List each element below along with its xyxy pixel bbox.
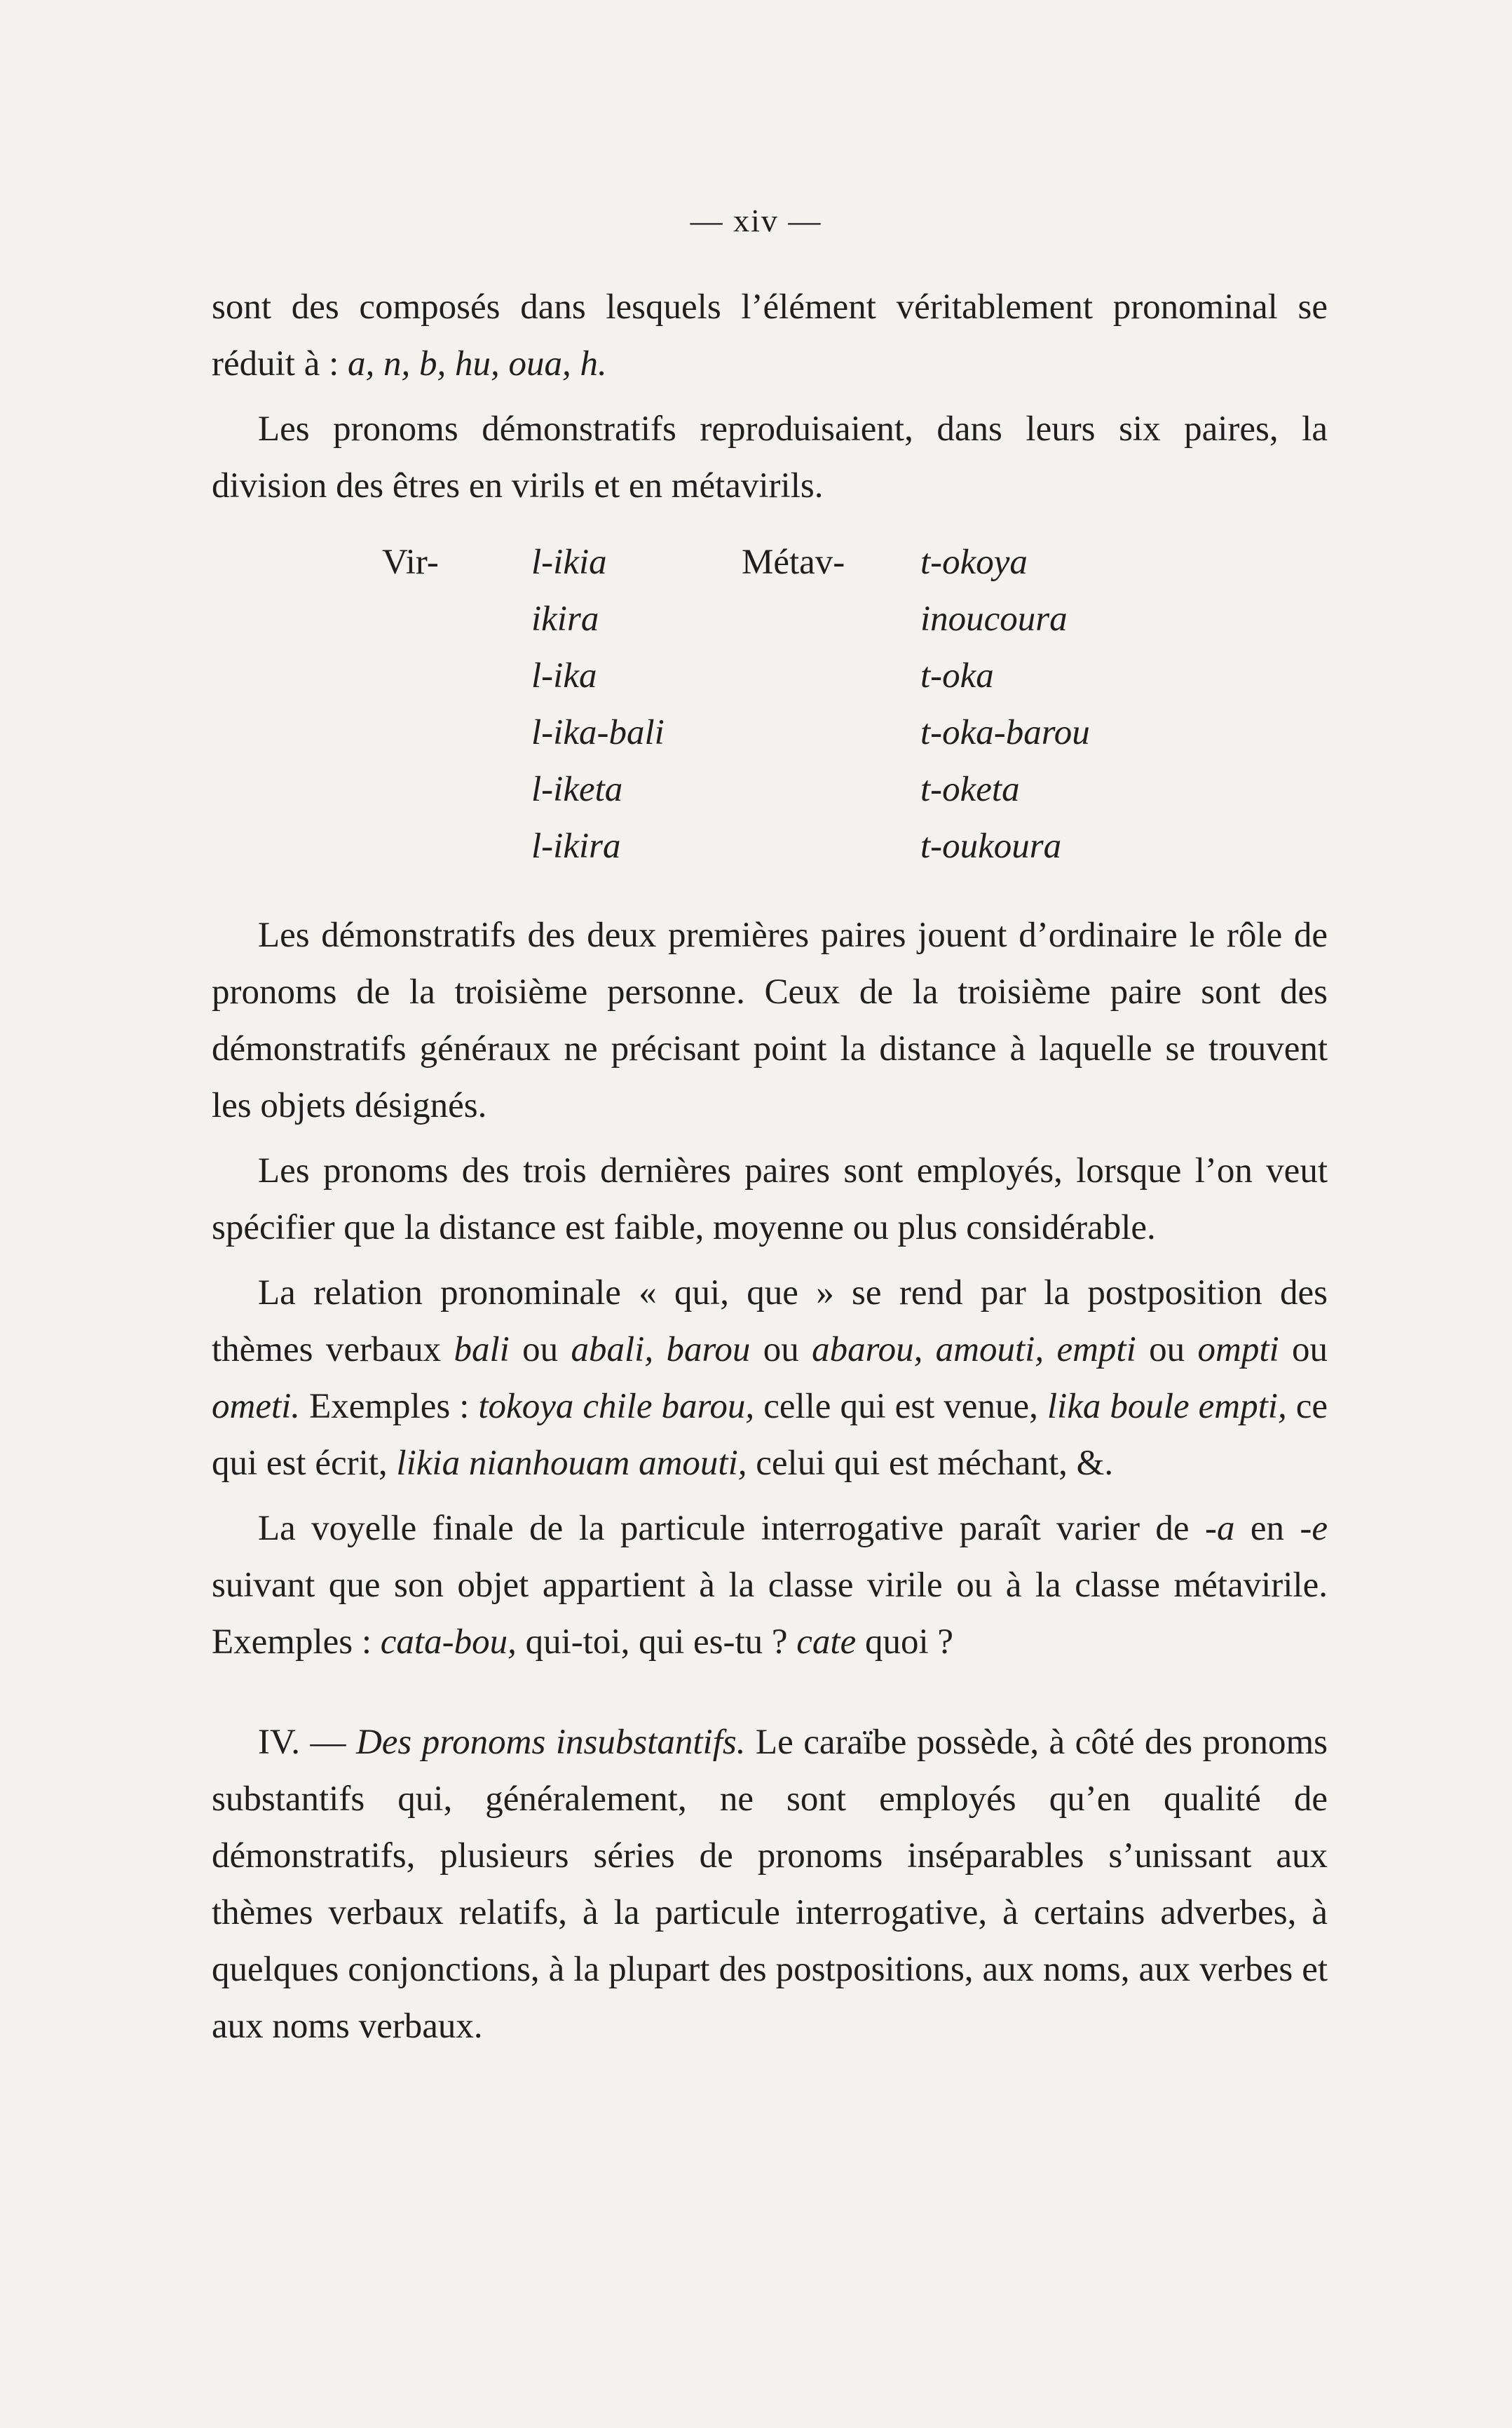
demonstrative-table <box>382 534 1090 875</box>
paragraph-1: sont des composés dans lesquels l’élément véritablement pronominal se réduit à : a, n, b, hu, oua, h. <box>212 287 1328 384</box>
paragraph-3: Les démonstratifs des deux premières paires jouent d’ordinaire le rôle de pronoms de la troisième personne. Ceux de la troisième paire sont des démonstratifs généraux ne précisant point la distance à laquelle se trouvent les objets désignés. <box>212 916 1328 1125</box>
metav-label: Métav- <box>742 543 845 582</box>
vir-form: l-ika-bali <box>531 713 665 752</box>
metav-form: t-oka-barou <box>920 713 1090 752</box>
metav-form: t-oketa <box>920 770 1020 809</box>
vir-form: ikira <box>531 599 599 639</box>
paragraph-5: La relation pronominale « qui, que » se rend par la postposition des thèmes verbaux bali ou abali, barou ou abarou, amouti, empti ou ompti ou ometi. Exemples : tokoya chile barou, celle qui est venue, lika boule empti, ce qui est écrit, likia nianhouam amouti, celui qui est méchant, &. <box>212 1273 1328 1483</box>
metav-form: t-oukoura <box>920 827 1062 866</box>
table-row <box>382 818 1090 875</box>
vir-form: l-ikia <box>531 543 607 582</box>
table-row <box>382 591 1090 648</box>
vir-form: l-ika <box>531 656 597 696</box>
vir-form: l-ikira <box>531 827 621 866</box>
paragraph-7: IV. — Des pronoms insubstantifs. Le caraïbe possède, à côté des pronoms substantifs qui, généralement, ne sont employés qu’en qualité de démonstratifs, plusieurs séries de pronoms inséparables s’unissant aux thèmes verbaux relatifs, à la particule interrogative, à certains adverbes, à quelques conjonctions, à la plupart des postpositions, aux noms, aux verbes et aux noms verbaux. <box>212 1723 1328 2046</box>
metav-form: t-oka <box>920 656 994 696</box>
vir-form: l-iketa <box>531 770 623 809</box>
text-block <box>212 279 1328 2055</box>
paragraph-4: Les pronoms des trois dernières paires sont employés, lorsque l’on veut spécifier que la distance est faible, moyenne ou plus considérable. <box>212 1151 1328 1247</box>
table-row <box>382 705 1090 761</box>
paragraph-6: La voyelle finale de la particule interrogative paraît varier de -a en -e suivant que son objet appartient à la classe virile ou à la classe métavirile. Exemples : cata-bou, qui-toi, qui es-tu ? cate quoi ? <box>212 1509 1328 1662</box>
page-number: — xiv — <box>690 203 822 238</box>
vir-label: Vir- <box>382 543 439 582</box>
table-row <box>382 648 1090 705</box>
paragraph-2: Les pronoms démonstratifs reproduisaient, dans leurs six paires, la division des êtres en virils et en métavirils. <box>212 409 1328 506</box>
table-row <box>382 534 1090 591</box>
metav-form: inoucoura <box>920 599 1068 639</box>
metav-form: t-okoya <box>920 543 1028 582</box>
table-row <box>382 761 1090 818</box>
